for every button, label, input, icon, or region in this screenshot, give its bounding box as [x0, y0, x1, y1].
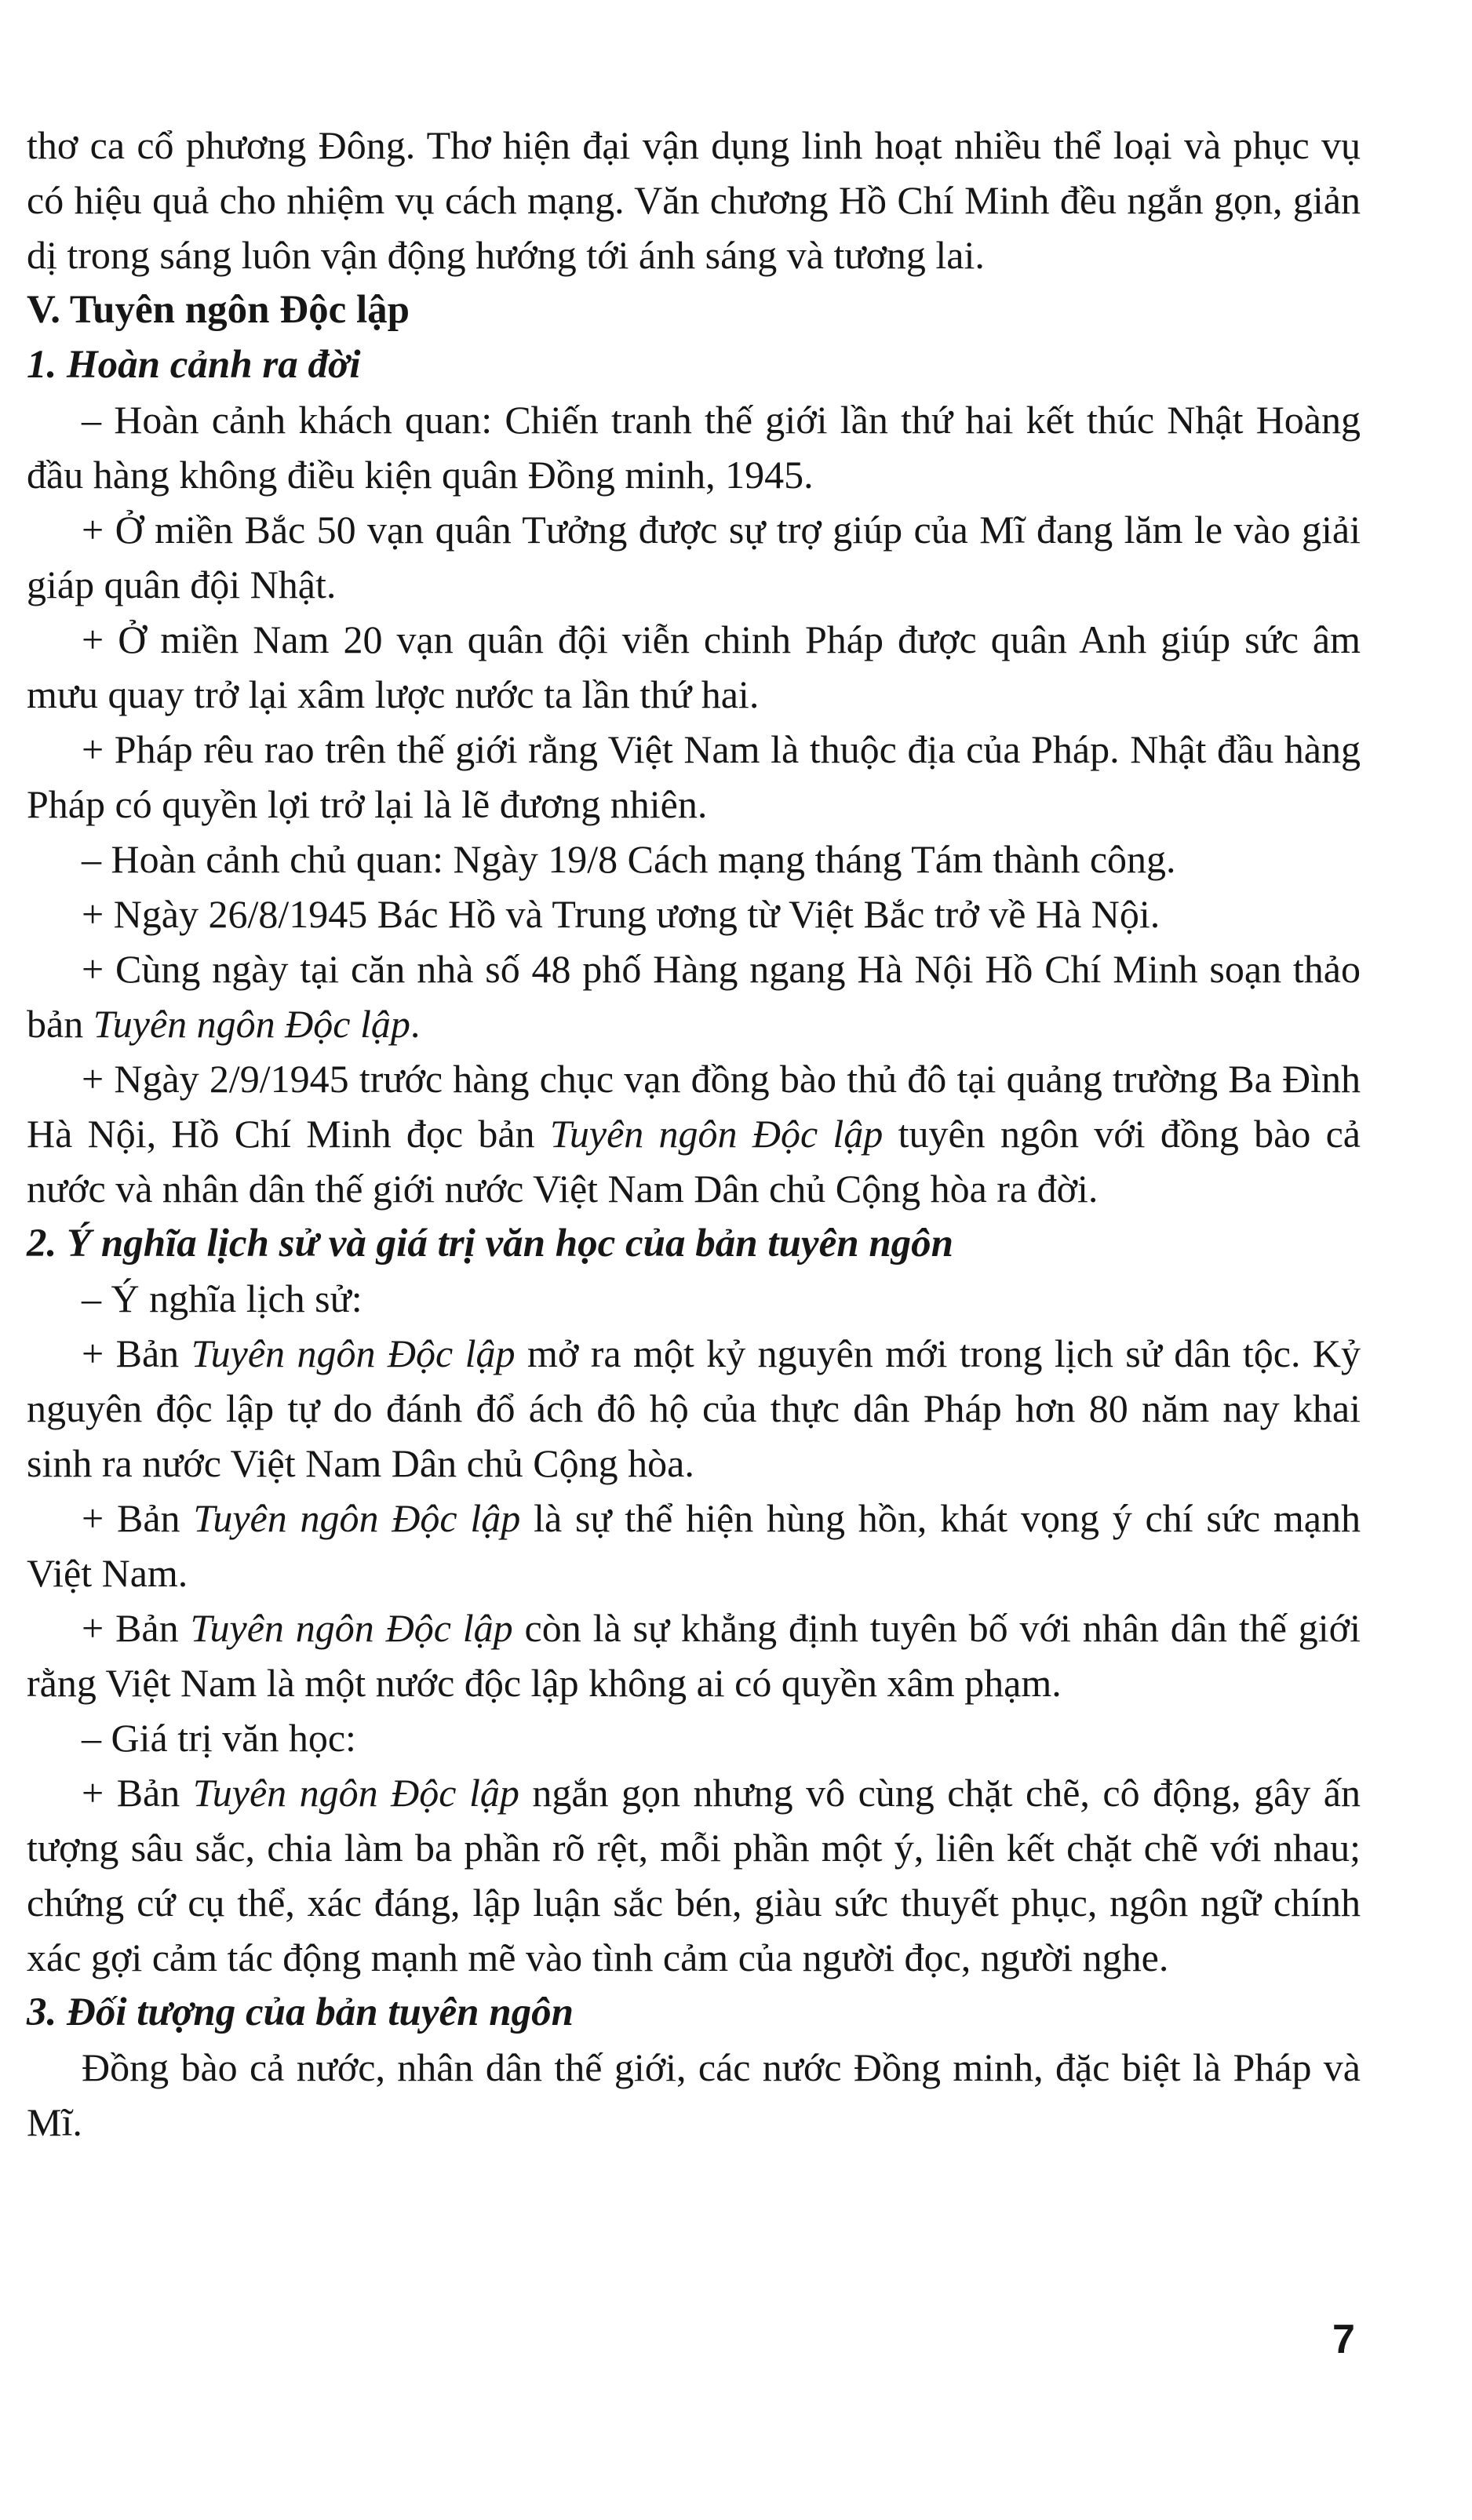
- paragraph-ky-nguyen-moi: [27, 1326, 1361, 1491]
- paragraph-y-nghia-lich-su: – Ý nghĩa lịch sử:: [82, 1276, 363, 1320]
- subheading-y-nghia: 2. Ý nghĩa lịch sử và giá trị văn học của bản tuyên ngôn: [27, 1222, 954, 1265]
- text-run: .: [410, 1002, 421, 1046]
- paragraph-doi-tuong: Đồng bào cả nước, nhân dân thế giới, các nước Đồng minh, đặc biệt là Pháp và Mĩ.: [27, 2045, 1361, 2144]
- text-run: + Bản: [82, 1331, 191, 1375]
- text-run: còn là sự khẳng định tuyên bố với nhân dân thế giới rằng Việt Nam là một nước độc lập không ai có quyền xâm phạm.: [27, 1606, 1361, 1705]
- paragraph-hung-hon: [27, 1491, 1361, 1600]
- text-run: + Cùng ngày tại căn nhà số 48 phố Hàng ngang Hà Nội Hồ Chí Minh soạn thảo bản: [27, 947, 1361, 1046]
- subheading-doi-tuong: 3. Đối tượng của bản tuyên ngôn: [27, 1990, 574, 2034]
- paragraph-phap-reu-rao: + Pháp rêu rao trên thế giới rằng Việt Nam là thuộc địa của Pháp. Nhật đầu hàng Pháp có quyền lợi trở lại là lẽ đương nhiên.: [27, 727, 1361, 826]
- text-run: + Bản: [82, 1771, 193, 1815]
- paragraph-gia-tri-van-hoc: – Giá trị văn học:: [82, 1716, 356, 1760]
- italic-title: Tuyên ngôn Độc lập: [191, 1331, 516, 1375]
- text-run: là sự thể hiện hùng hồn, khát vọng ý chí sức mạnh Việt Nam.: [27, 1496, 1361, 1595]
- text-run: + Bản: [82, 1606, 191, 1650]
- text-run: + Ngày 2/9/1945 trước hàng chục vạn đồng bào thủ đô tại quảng trường Ba Đình Hà Nội, Hồ Chí Minh đọc bản: [27, 1057, 1361, 1156]
- text-run: ngắn gọn nhưng vô cùng chặt chẽ, cô động, gây ấn tượng sâu sắc, chia làm ba phần rõ rệt, mỗi phần một ý, liên kết chặt chẽ với nhau; chứng cứ cụ thể, xác đáng, lập luận sắc bén, giàu sức thuyết phục, ngôn ngữ chính xác gợi cảm tác động mạnh mẽ vào tình cảm của người đọc, người nghe.: [27, 1771, 1361, 1979]
- paragraph-ngan-gon: [27, 1765, 1361, 1985]
- italic-title: Tuyên ngôn Độc lập: [193, 1496, 521, 1540]
- page-body: [27, 118, 1361, 2150]
- italic-title: Tuyên ngôn Độc lập: [192, 1771, 519, 1815]
- paragraph-chu-quan: – Hoàn cảnh chủ quan: Ngày 19/8 Cách mạng tháng Tám thành công.: [82, 837, 1176, 881]
- paragraph-khang-dinh: [27, 1600, 1361, 1710]
- subheading-hoan-canh: 1. Hoàn cảnh ra đời: [27, 343, 361, 387]
- text-run: mở ra một kỷ nguyên mới trong lịch sử dân tộc. Kỷ nguyên độc lập tự do đánh đổ ách đô hộ của thực dân Pháp hơn 80 năm nay khai sinh ra nước Việt Nam Dân chủ Cộng hòa.: [27, 1331, 1361, 1485]
- paragraph-mien-nam: + Ở miền Nam 20 vạn quân đội viễn chinh Pháp được quân Anh giúp sức âm mưu quay trở lại xâm lược nước ta lần thứ hai.: [27, 617, 1361, 716]
- page-number: 7: [1332, 2317, 1355, 2362]
- paragraph-ngay-26-8: + Ngày 26/8/1945 Bác Hồ và Trung ương từ Việt Bắc trở về Hà Nội.: [82, 892, 1160, 936]
- paragraph-soan-thao: [27, 941, 1361, 1051]
- section-heading-tuyen-ngon: V. Tuyên ngôn Độc lập: [27, 288, 410, 332]
- paragraph-ngay-2-9: [27, 1051, 1361, 1216]
- paragraph-mien-bac: + Ở miền Bắc 50 vạn quân Tưởng được sự trợ giúp của Mĩ đang lăm le vào giải giáp quân đội Nhật.: [27, 508, 1361, 606]
- text-run: tuyên ngôn với đồng bào cả nước và nhân dân thế giới nước Việt Nam Dân chủ Cộng hòa ra đời.: [27, 1112, 1361, 1211]
- text-run: + Bản: [82, 1496, 194, 1540]
- italic-title: Tuyên ngôn Độc lập: [93, 1002, 410, 1046]
- italic-title: Tuyên ngôn Độc lập: [549, 1112, 884, 1156]
- paragraph-intro: thơ ca cổ phương Đông. Thơ hiện đại vận dụng linh hoạt nhiều thể loại và phục vụ có hiệu quả cho nhiệm vụ cách mạng. Văn chương Hồ Chí Minh đều ngắn gọn, giản dị trong sáng luôn vận động hướng tới ánh sáng và tương lai.: [27, 123, 1361, 277]
- italic-title: Tuyên ngôn Độc lập: [190, 1606, 513, 1650]
- paragraph-khach-quan: – Hoàn cảnh khách quan: Chiến tranh thế giới lần thứ hai kết thúc Nhật Hoàng đầu hàng không điều kiện quân Đồng minh, 1945.: [27, 398, 1361, 497]
